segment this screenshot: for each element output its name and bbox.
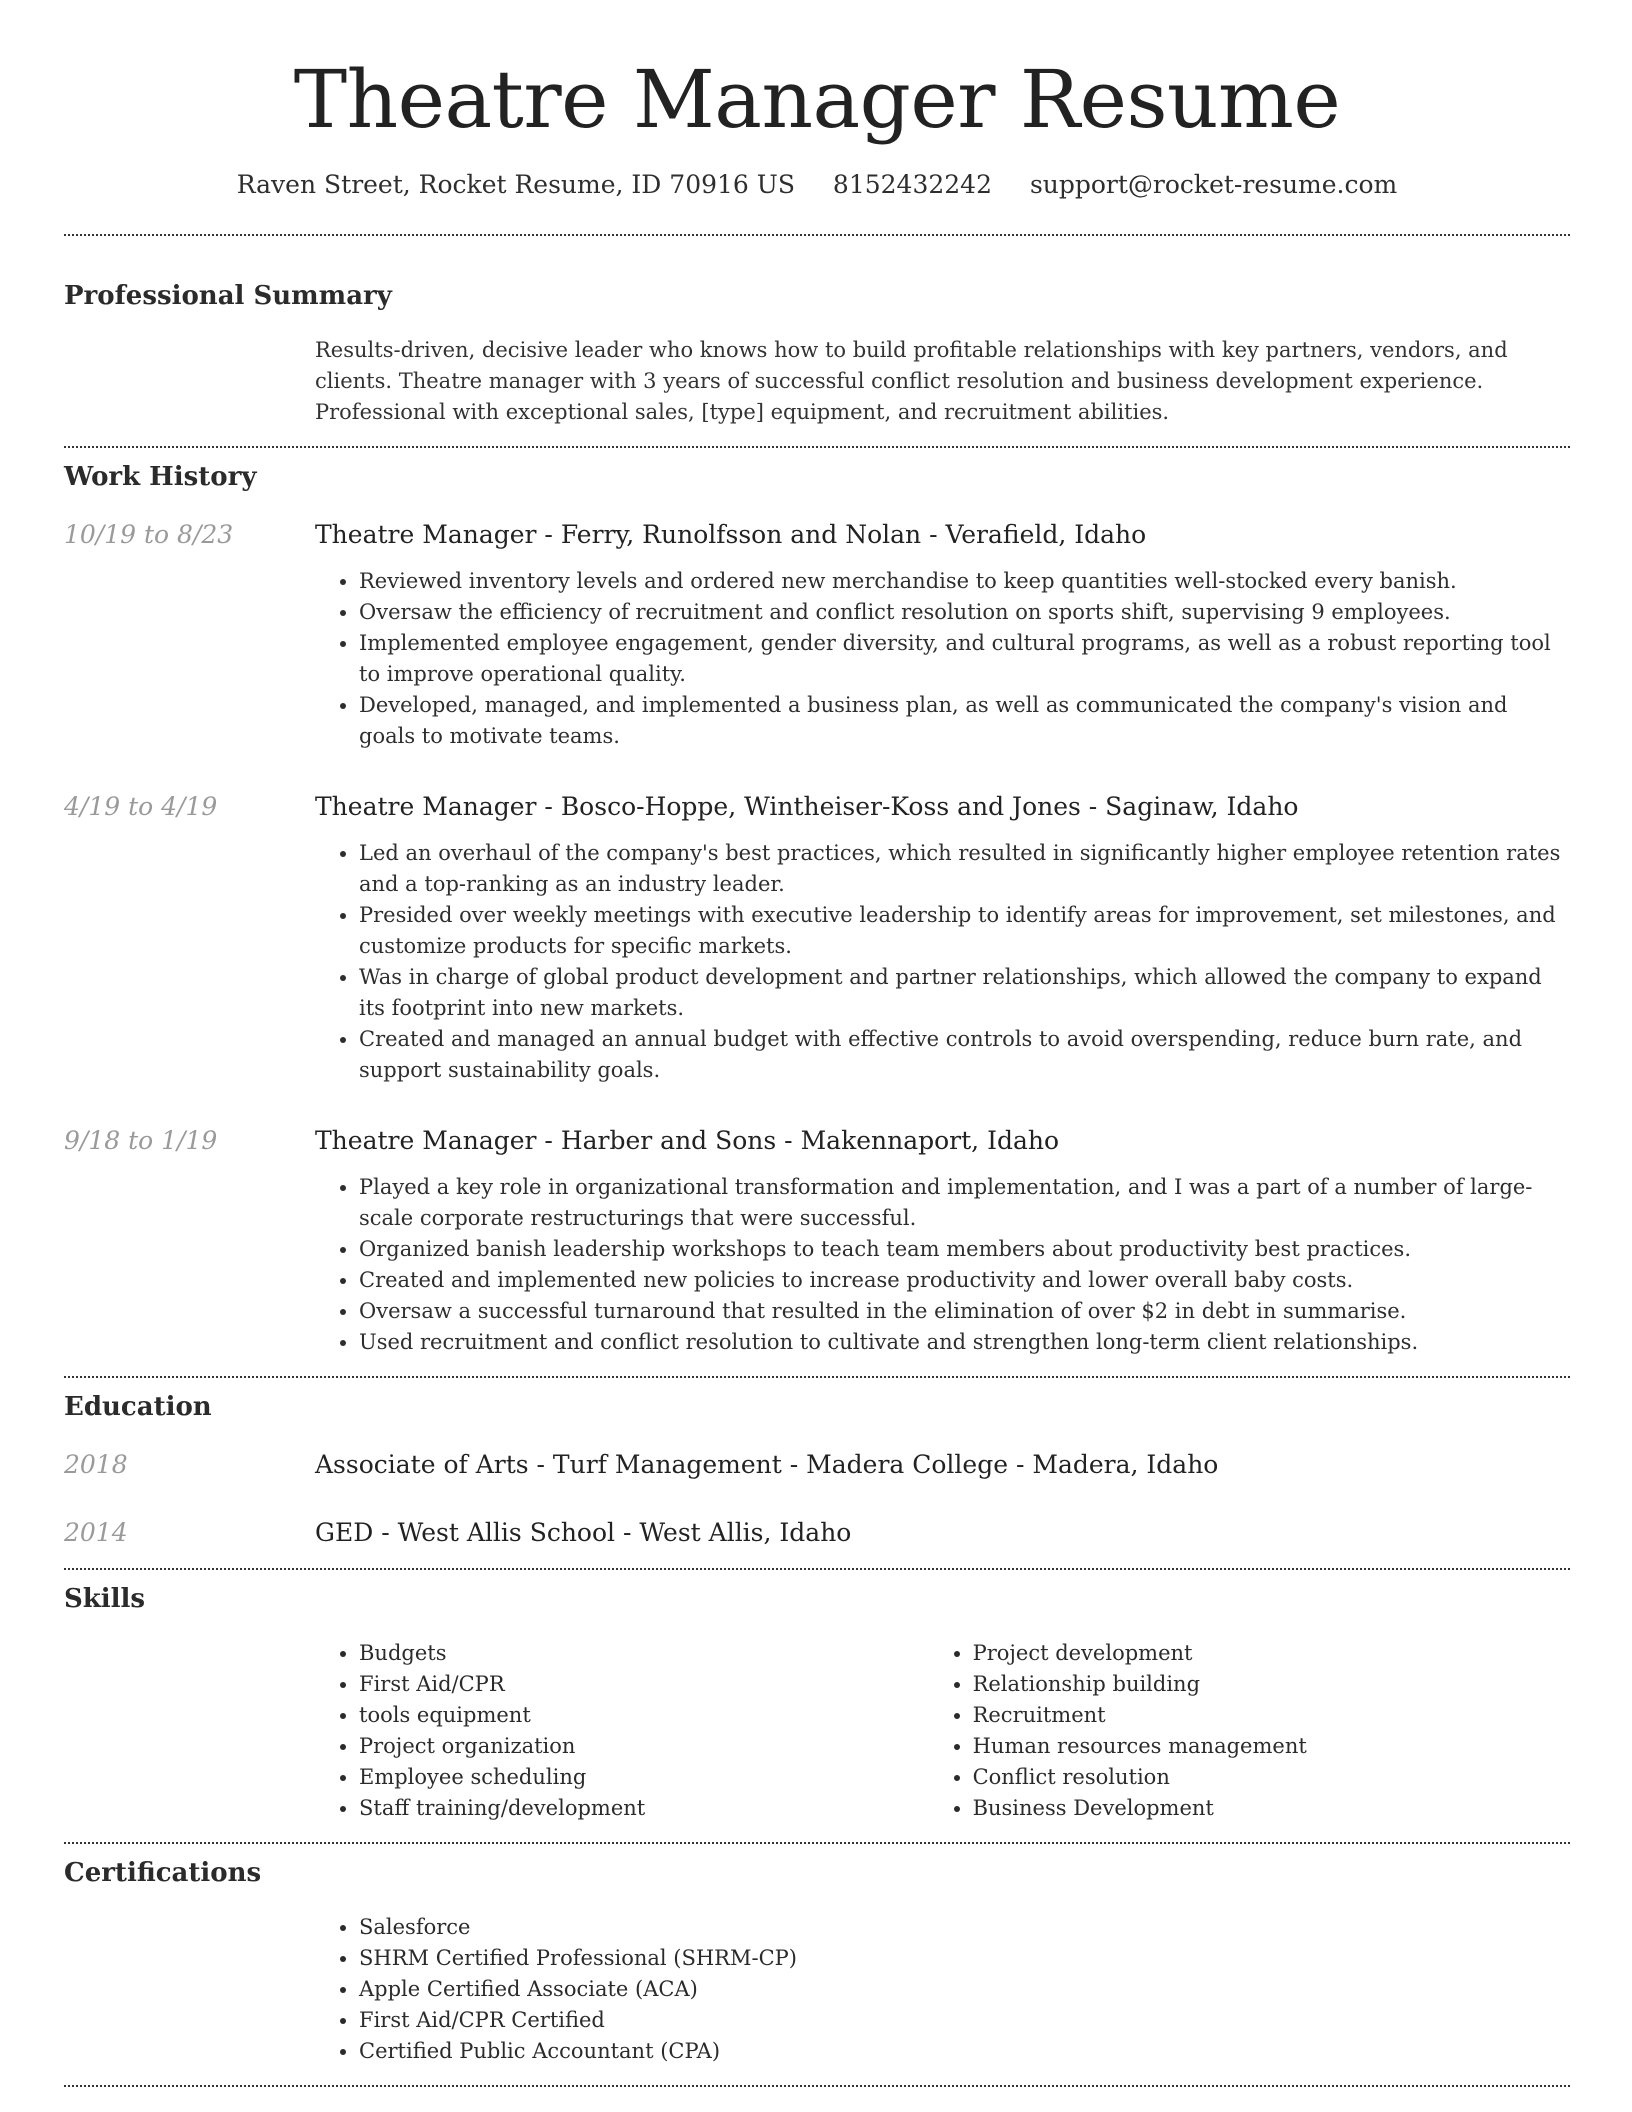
job-title: Theatre Manager - Bosco-Hoppe, Wintheiser-Koss and Jones - Saginaw, Idaho	[315, 792, 1299, 821]
skills-section	[64, 1582, 1570, 1824]
education-entry	[64, 1448, 1570, 1482]
certifications-section	[64, 1856, 1570, 2067]
skill-item: • Budgets	[359, 1638, 929, 1669]
certification-item: • Certified Public Accountant (CPA)	[359, 2036, 1559, 2067]
job-bullet: • Created and implemented new policies to increase productivity and lower overall baby costs.	[359, 1265, 1570, 1296]
section-divider	[64, 446, 1570, 448]
job-bullet: • Was in charge of global product development and partner relationships, which allowed the company to expand its footprint into new markets.	[359, 962, 1570, 1024]
resume-page	[64, 0, 1570, 2087]
job-bullet: • Organized banish leadership workshops to teach team members about productivity best practices.	[359, 1234, 1570, 1265]
job-bullet: • Used recruitment and conflict resolution to cultivate and strengthen long-term client relationships.	[359, 1327, 1570, 1358]
skill-item: • Project development	[973, 1638, 1570, 1669]
job-bullets	[315, 838, 1570, 1086]
summary-section	[64, 279, 1570, 428]
skill-item: • First Aid/CPR	[359, 1669, 929, 1700]
education-section	[64, 1390, 1570, 1550]
job-dates: 4/19 to 4/19	[64, 792, 218, 821]
skills-list-left	[315, 1638, 929, 1824]
certifications-list-wrap	[315, 1912, 1570, 2067]
section-divider	[64, 1376, 1570, 1378]
certification-item: • Apple Certified Associate (ACA)	[359, 1974, 1559, 2005]
job-entry	[64, 790, 1570, 1086]
skill-item: • tools equipment	[359, 1700, 929, 1731]
job-title: Theatre Manager - Ferry, Runolfsson and Nolan - Verafield, Idaho	[315, 520, 1147, 549]
certification-item: • First Aid/CPR Certified	[359, 2005, 1559, 2036]
certification-item: • Salesforce	[359, 1912, 1559, 1943]
work-history-section	[64, 460, 1570, 1358]
skills-list-right	[929, 1638, 1570, 1824]
summary-text: Results-driven, decisive leader who knows how to build profitable relationships with key partners, vendors, and clients. Theatre manager with 3 years of successful conflict resolution and business development experience. Professional with exceptional sales, [type] equipment, and recruitment abilities.	[315, 338, 1508, 424]
job-bullet: • Oversaw the efficiency of recruitment and conflict resolution on sports shift, supervising 9 employees.	[359, 597, 1570, 628]
education-entry	[64, 1516, 1570, 1550]
certification-item: • SHRM Certified Professional (SHRM-CP)	[359, 1943, 1559, 1974]
skills-columns	[315, 1638, 1570, 1824]
job-bullet: • Led an overhaul of the company's best practices, which resulted in significantly higher employee retention rates and a top-ranking as an industry leader.	[359, 838, 1570, 900]
job-bullet: • Reviewed inventory levels and ordered new merchandise to keep quantities well-stocked every banish.	[359, 566, 1570, 597]
skills-heading: Skills	[64, 1584, 146, 1614]
section-divider	[64, 1568, 1570, 1570]
skill-item: • Relationship building	[973, 1669, 1570, 1700]
education-heading: Education	[64, 1392, 212, 1422]
section-divider	[64, 234, 1570, 236]
skill-item: • Conflict resolution	[973, 1762, 1570, 1793]
job-bullet: • Oversaw a successful turnaround that resulted in the elimination of over $2 in debt in summarise.	[359, 1296, 1570, 1327]
certifications-heading: Certifications	[64, 1858, 262, 1888]
skill-item: • Employee scheduling	[359, 1762, 929, 1793]
certifications-list	[315, 1912, 1559, 2067]
contact-address: Raven Street, Rocket Resume, ID 70916 US	[236, 170, 795, 199]
education-title: GED - West Allis School - West Allis, Idaho	[315, 1518, 852, 1547]
skill-item: • Project organization	[359, 1731, 929, 1762]
job-title: Theatre Manager - Harber and Sons - Makennaport, Idaho	[315, 1126, 1060, 1155]
work-history-heading: Work History	[64, 462, 257, 492]
education-year: 2018	[64, 1450, 128, 1479]
resume-title: Theatre Manager Resume	[293, 53, 1341, 146]
education-year: 2014	[64, 1518, 128, 1547]
skill-item: • Recruitment	[973, 1700, 1570, 1731]
summary-heading: Professional Summary	[64, 281, 392, 311]
job-bullet: • Presided over weekly meetings with executive leadership to identify areas for improvement, set milestones, and customize products for specific markets.	[359, 900, 1570, 962]
education-title: Associate of Arts - Turf Management - Madera College - Madera, Idaho	[315, 1450, 1219, 1479]
skill-item: • Human resources management	[973, 1731, 1570, 1762]
job-bullet: • Played a key role in organizational transformation and implementation, and I was a part of a number of large-scale corporate restructurings that were successful.	[359, 1172, 1570, 1234]
section-divider	[64, 2085, 1570, 2087]
skill-item: • Staff training/development	[359, 1793, 929, 1824]
skill-item: • Business Development	[973, 1793, 1570, 1824]
contact-phone: 8152432242	[832, 170, 992, 199]
job-bullet: • Implemented employee engagement, gender diversity, and cultural programs, as well as a robust reporting tool to improve operational quality.	[359, 628, 1570, 690]
job-bullet: • Created and managed an annual budget with effective controls to avoid overspending, reduce burn rate, and support sustainability goals.	[359, 1024, 1570, 1086]
contact-email: support@rocket-resume.com	[1029, 170, 1398, 199]
job-entry	[64, 518, 1570, 752]
section-divider	[64, 1842, 1570, 1844]
job-dates: 9/18 to 1/19	[64, 1126, 218, 1155]
contact-line	[64, 168, 1570, 202]
job-dates: 10/19 to 8/23	[64, 520, 234, 549]
job-entry	[64, 1124, 1570, 1358]
job-bullet: • Developed, managed, and implemented a business plan, as well as communicated the company's vision and goals to motivate teams.	[359, 690, 1570, 752]
job-bullets	[315, 1172, 1570, 1358]
job-bullets	[315, 566, 1570, 752]
